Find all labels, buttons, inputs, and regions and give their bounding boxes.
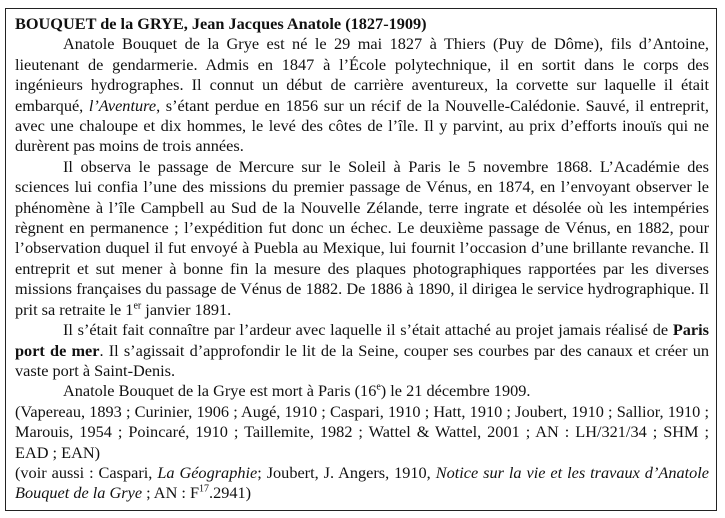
paragraph-early-life (15, 34, 709, 156)
text-segment: ) le 21 décembre 1909. (380, 381, 531, 401)
superscript: e (376, 381, 381, 393)
text-segment: .2941) (209, 483, 252, 503)
paragraph-astronomy (15, 157, 709, 320)
text-segment: (voir aussi : Caspari, (15, 462, 158, 482)
work-title: La Géographie (157, 462, 258, 482)
text-segment: ; AN : F (142, 483, 200, 503)
project-name: Paris port de mer (15, 320, 709, 360)
text-segment: Il observa le passage de Mercure sur le Soleil à Paris le 5 novembre 1868. L’Académie des sciences lui confia l’une des missions du premier passage de Vénus, en 1874, en l’envoyant observer le phénomène à l’île Campbell au Sud de la Nouvelle Zélande, terre ingrate et désolée où les intempéries règnent en permanence ; l’expédition fut donc un échec. Le deuxième passage de Vénus, en 1882, pour l’observation duquel il fut envoyé à Puebla au Mexique, lui fournit l’occasion d’une brillante revanche. Il entreprit et sut mener à bonne fin la mesure des plaques photographiques rapportées par les diverses missions françaises du passage de Vénus de 1882. De 1886 à 1890, il dirigea le service hydrographique. Il prit sa retraite le 1 (15, 156, 709, 319)
text-segment: janvier 1891. (141, 299, 232, 319)
paragraph-death (15, 381, 709, 401)
text-segment: , s’étant perdue en 1856 sur un récif de la Nouvelle-Calédonie. Sauvé, il entreprit, avec une chaloupe et dix hommes, le levé des côtes de l’île. Il y parvint, au prix d’efforts inouïs qui ne durèrent pas moins de trois années. (15, 95, 709, 156)
text-segment: Anatole Bouquet de la Grye est né le 29 mai 1827 à Thiers (Puy de Dôme), fils d’Antoine, lieutenant de gendarmerie. Admis en 1847 à l’École polytechnique, il en sortit dans le corps des ingénieurs hydrographes. Il connut un début de carrière aventureux, la corvette sur laquelle il était embarqué, (15, 34, 709, 115)
work-title: Notice sur la vie et les travaux d’Anatole Bouquet de la Grye (15, 462, 710, 503)
references: (Vapereau, 1893 ; Curinier, 1906 ; Augé, 1910 ; Caspari, 1910 ; Hatt, 1910 ; Joubert, 1910 ; Sallior, 1910 ; Marouis, 1954 ; Poincaré, 1910 ; Taillemite, 1982 ; Wattel & Wattel, 2001 ; AN : LH/321/34 ; SHM ; EAD ; EAN) (15, 401, 709, 462)
see-also (15, 463, 709, 504)
text-segment: . Il s’agissait d’approfondir le lit de la Seine, couper ses courbes par des canaux et créer un vaste port à Saint-Denis. (15, 340, 709, 380)
superscript: er (133, 300, 142, 312)
entry-title: BOUQUET de la GRYE, Jean Jacques Anatole (1827-1909) (15, 14, 427, 33)
paragraph-port-project (15, 320, 709, 381)
text-segment: ; Joubert, J. Angers, 1910, (257, 462, 436, 482)
superscript: 17 (199, 483, 210, 495)
entry-content (15, 14, 709, 504)
text-segment: Anatole Bouquet de la Grye est mort à Paris (16 (63, 381, 377, 401)
entry-frame (5, 8, 717, 511)
text-segment: Il s’était fait connaître par l’ardeur avec laquelle il s’était attaché au projet jamais réalisé de (63, 320, 673, 340)
ship-name: l’Aventure (88, 95, 157, 115)
